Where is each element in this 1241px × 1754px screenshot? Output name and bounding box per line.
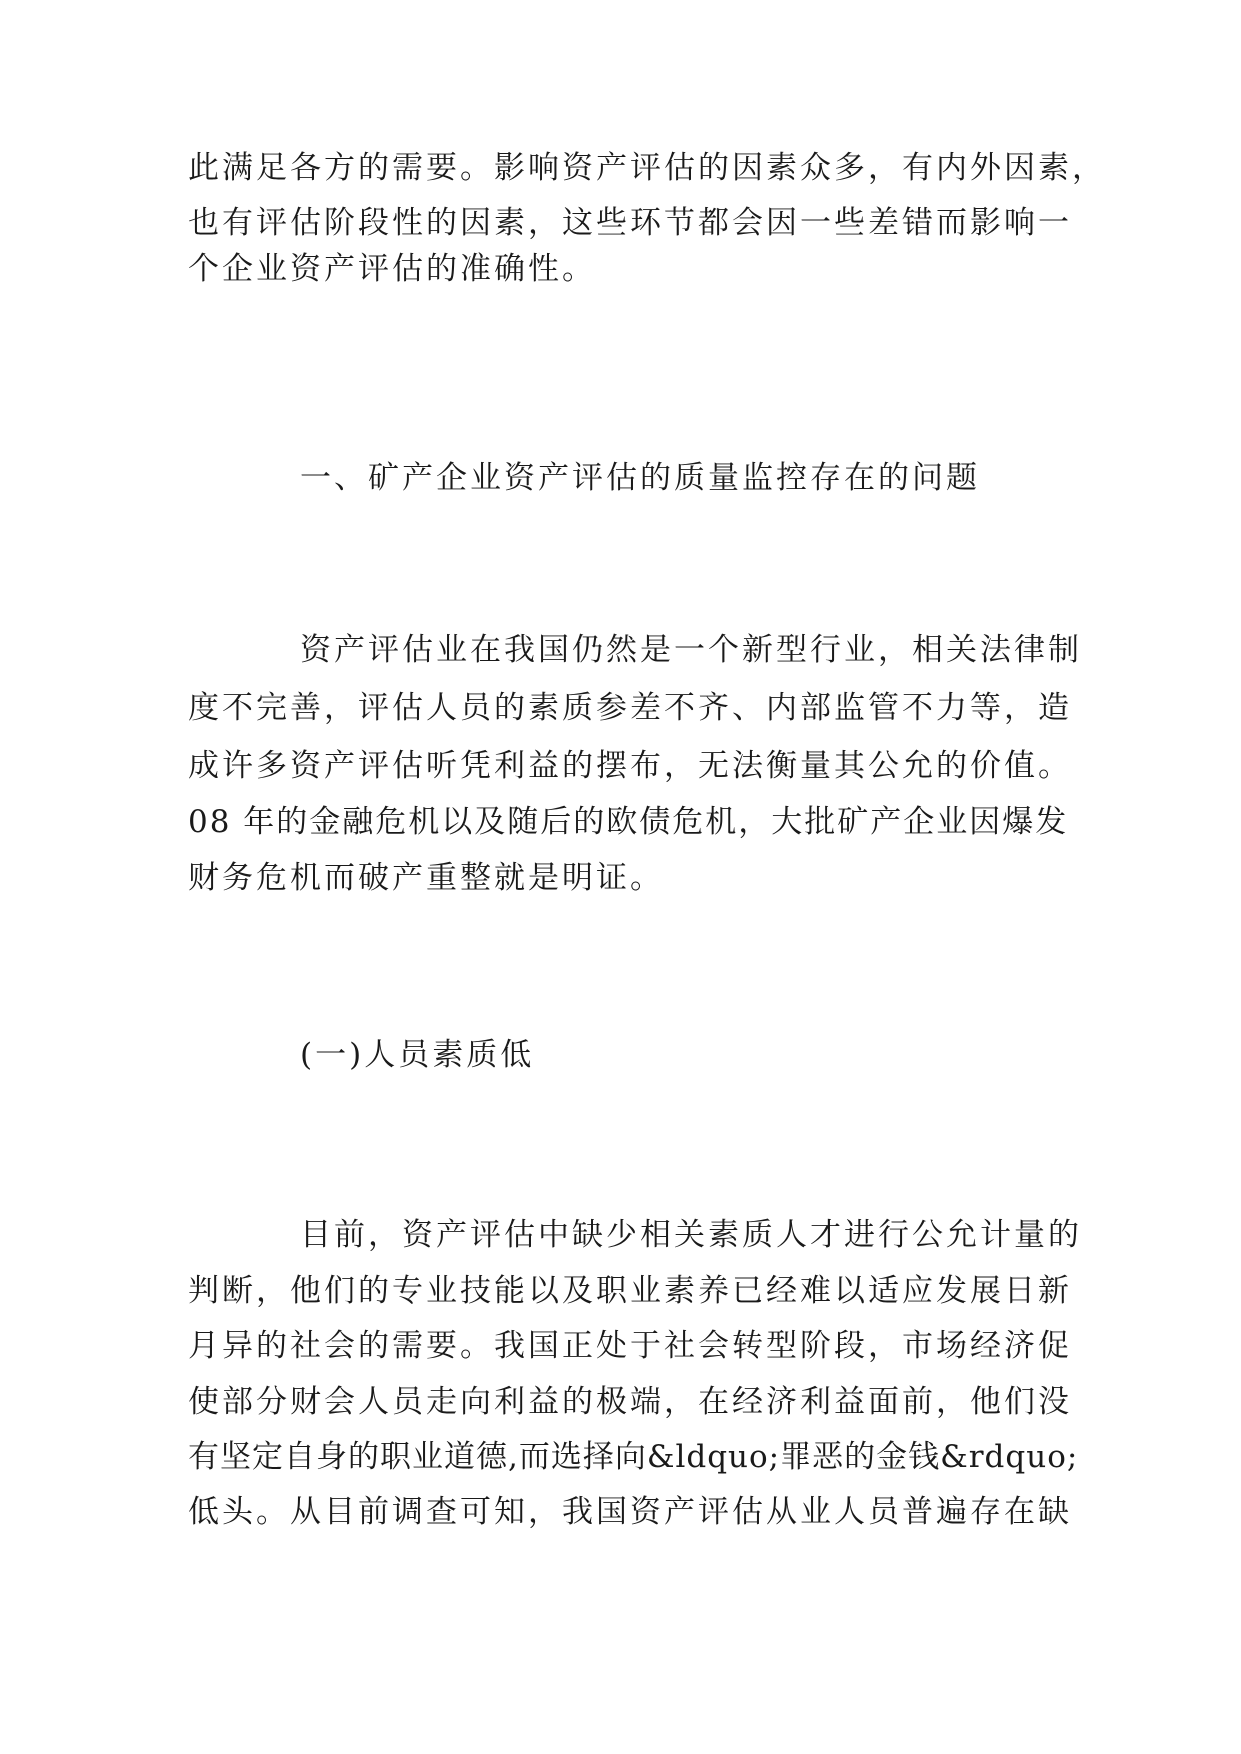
paragraph-intro-line-1: 此满足各方的需要。影响资产评估的因素众多，有内外因素， bbox=[188, 150, 1106, 186]
paragraph-2-line-4: 使部分财会人员走向利益的极端，在经济利益面前，他们没 bbox=[188, 1384, 1072, 1420]
paragraph-1-line-3: 成许多资产评估听凭利益的摆布，无法衡量其公允的价值。 bbox=[188, 748, 1072, 784]
paragraph-1-line-1: 资产评估业在我国仍然是一个新型行业，相关法律制 bbox=[300, 632, 1082, 668]
subsection-heading: (一)人员素质低 bbox=[300, 1037, 535, 1073]
section-heading: 一、矿产企业资产评估的质量监控存在的问题 bbox=[300, 460, 980, 496]
paragraph-2-line-1: 目前，资产评估中缺少相关素质人才进行公允计量的 bbox=[300, 1217, 1082, 1253]
paragraph-1-line-2: 度不完善，评估人员的素质参差不齐、内部监管不力等，造 bbox=[188, 690, 1072, 726]
paragraph-2-line-5: 有坚定自身的职业道德,而选择向&ldquo;罪恶的金钱&rdquo; bbox=[188, 1439, 1079, 1475]
paragraph-intro-line-3: 个企业资产评估的准确性。 bbox=[188, 251, 596, 287]
paragraph-1-line-4: 08 年的金融危机以及随后的欧债危机，大批矿产企业因爆发 bbox=[188, 804, 1069, 840]
paragraph-2-line-3: 月异的社会的需要。我国正处于社会转型阶段，市场经济促 bbox=[188, 1328, 1072, 1364]
paragraph-2-line-6: 低头。从目前调查可知，我国资产评估从业人员普遍存在缺 bbox=[188, 1494, 1072, 1530]
paragraph-2-line-2: 判断，他们的专业技能以及职业素养已经难以适应发展日新 bbox=[188, 1273, 1072, 1309]
paragraph-1-line-5: 财务危机而破产重整就是明证。 bbox=[188, 860, 664, 896]
paragraph-intro-line-2: 也有评估阶段性的因素，这些环节都会因一些差错而影响一 bbox=[188, 205, 1072, 241]
